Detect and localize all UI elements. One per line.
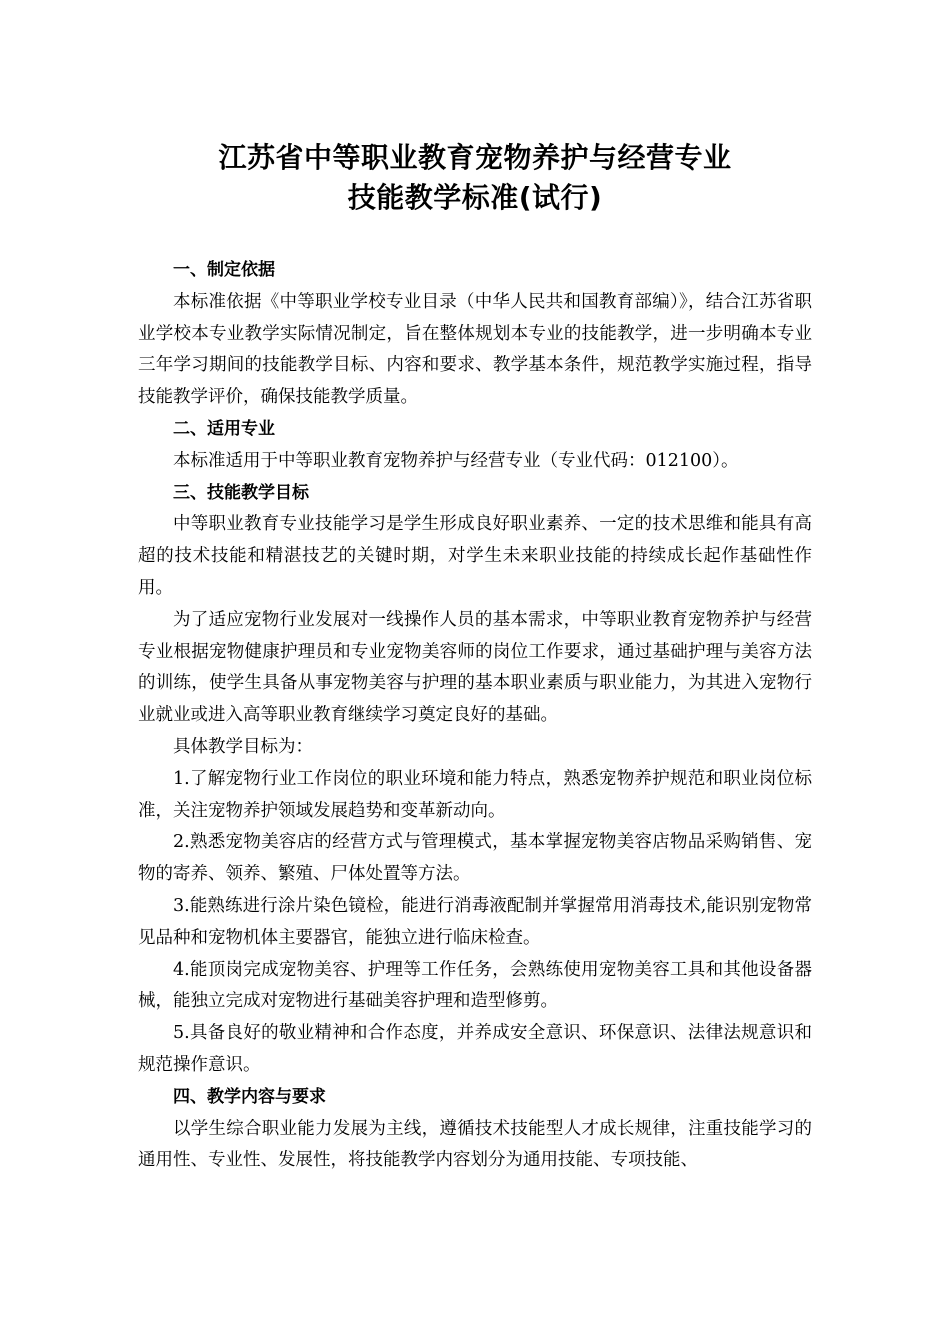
paragraph-content-1: 以学生综合职业能力发展为主线，遵循技术技能型人才成长规律，注重技能学习的通用性、专业性、发展性，将技能教学内容划分为通用技能、专项技能、 [138, 1118, 812, 1171]
paragraph-objectives-intro: 具体教学目标为： [173, 736, 313, 757]
objective-item-1: 1.了解宠物行业工作岗位的职业环境和能力特点，熟悉宠物养护规范和职业岗位标准，关注宠物养护领域发展趋势和变革新动向。 [138, 768, 812, 821]
paragraph-basis: 本标准依据《中等职业学校专业目录（中华人民共和国教育部编）》，结合江苏省职业学校本专业教学实际情况制定，旨在整体规划本专业的技能教学，进一步明确本专业三年学习期间的技能教学目标、内容和要求、教学基本条件，规范教学实施过程，指导技能教学评价，确保技能教学质量。 [138, 291, 812, 408]
objective-item-3: 3.能熟练进行涂片染色镜检，能进行消毒液配制并掌握常用消毒技术,能识别宠物常见品种和宠物机体主要器官，能独立进行临床检查。 [138, 895, 812, 948]
section-heading-scope: 二、适用专业 [173, 418, 275, 439]
section-heading-content: 四、教学内容与要求 [173, 1086, 326, 1107]
paragraph-objectives-1: 中等职业教育专业技能学习是学生形成良好职业素养、一定的技术思维和能具有高超的技术技能和精湛技艺的关键时期，对学生未来职业技能的持续成长起作基础性作用。 [138, 514, 812, 598]
objective-item-5: 5.具备良好的敬业精神和合作态度，并养成安全意识、环保意识、法律法规意识和规范操作意识。 [138, 1023, 812, 1075]
paragraph-objectives-2: 为了适应宠物行业发展对一线操作人员的基本需求，中等职业教育宠物养护与经营专业根据宠物健康护理员和专业宠物美容师的岗位工作要求，通过基础护理与美容方法的训练，使学生具备从事宠物美容与护理的基本职业素质与职业能力，为其进入宠物行业就业或进入高等职业教育继续学习奠定良好的基础。 [138, 609, 812, 726]
document-body [138, 255, 812, 1177]
section-heading-basis: 一、制定依据 [173, 260, 275, 280]
paragraph-scope: 本标准适用于中等职业教育宠物养护与经营专业（专业代码：012100）。 [173, 450, 739, 471]
section-heading-objectives: 三、技能教学目标 [173, 482, 309, 503]
objective-item-4: 4.能顶岗完成宠物美容、护理等工作任务，会熟练使用宠物美容工具和其他设备器械，能独立完成对宠物进行基础美容护理和造型修剪。 [138, 959, 812, 1012]
document-title-line-2: 技能教学标准(试行) [347, 181, 603, 214]
objective-item-2: 2.熟悉宠物美容店的经营方式与管理模式，基本掌握宠物美容店物品采购销售、宠物的寄养、领养、繁殖、尸体处置等方法。 [138, 832, 812, 885]
document-title-line-1: 江苏省中等职业教育宠物养护与经营专业 [218, 141, 732, 174]
